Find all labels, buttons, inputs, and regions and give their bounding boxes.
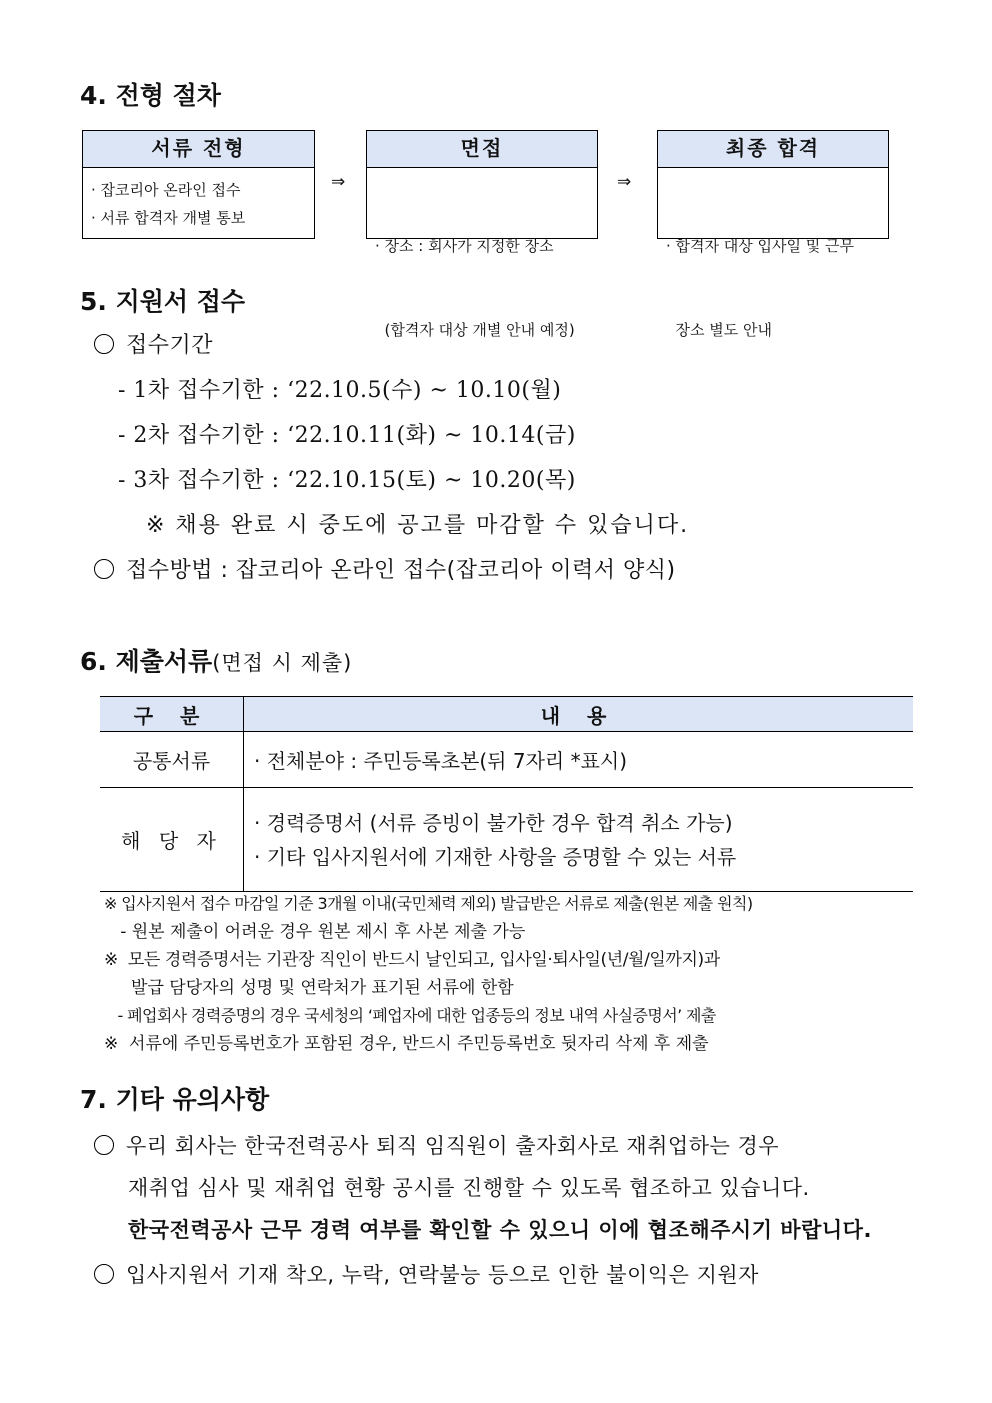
step-line: (합격자 대상 개별 안내 예정): [375, 321, 575, 339]
method-item: [94, 556, 676, 586]
step-line: · 합격자 대상 입사일 및 근무: [666, 237, 854, 255]
table-header-row: [100, 697, 913, 732]
row-content: · 전체분야 : 주민등록초본(뒤 7자리 *표시): [244, 732, 914, 788]
row-category: 공통서류: [100, 732, 244, 788]
step-line: 장소 별도 안내: [666, 321, 773, 339]
step-line: · 서류 합격자 개별 통보: [91, 209, 246, 227]
method-text: 접수방법 : 잡코리아 온라인 접수(잡코리아 이력서 양식): [126, 558, 676, 583]
row-category: 해 당 자: [100, 788, 244, 892]
period-label: 접수기간: [126, 333, 214, 358]
note-line: 발급 담당자의 성명 및 연락처가 표기된 서류에 한함: [104, 978, 514, 998]
round-2: - 2차 접수기한 : ‘22.10.11(화) ~ 10.14(금): [118, 423, 576, 448]
note-line: ※ 모든 경력증명서는 기관장 직인이 반드시 날인되고, 입사일·퇴사일(년/월/일까지)과: [104, 950, 720, 970]
step-box-document: [82, 130, 315, 239]
notice-text: 우리 회사는 한국전력공사 퇴직 임직원이 출자회사로 재취업하는 경우: [126, 1134, 780, 1158]
notice-text: 재취업 심사 및 재취업 현황 공시를 진행할 수 있도록 협조하고 있습니다.: [128, 1176, 810, 1200]
arrow-icon: ⇒: [617, 172, 632, 192]
section-6-title-text: 6. 제출서류: [80, 647, 213, 676]
step-line: · 잡코리아 온라인 접수: [91, 181, 241, 199]
row-content: [244, 788, 914, 892]
step-title: 최종 합격: [658, 131, 888, 168]
note-line: ※ 서류에 주민등록번호가 포함된 경우, 반드시 주민등록번호 뒷자리 삭제 후 제출: [104, 1034, 709, 1054]
header-category: 구 분: [100, 697, 244, 732]
section-5-title: 5. 지원서 접수: [80, 287, 246, 316]
table-row: [100, 732, 913, 788]
row-item: · 기타 입사지원서에 기재한 사항을 증명할 수 있는 서류: [254, 844, 737, 869]
step-line: · 장소 : 회사가 지정한 장소: [375, 237, 554, 255]
arrow-icon: ⇒: [331, 172, 346, 192]
step-box-final: [657, 130, 889, 339]
period-note: ※ 채용 완료 시 중도에 공고를 마감할 수 있습니다.: [146, 513, 690, 538]
circle-bullet-icon: [94, 334, 114, 354]
period-item: [94, 331, 213, 361]
step-title: 서류 전형: [83, 131, 314, 168]
step-box-interview: [366, 130, 598, 339]
circle-bullet-icon: [94, 1264, 114, 1284]
section-4-title: 4. 전형 절차: [80, 81, 221, 110]
note-line: ※ 입사지원서 접수 마감일 기준 3개월 이내(국민체력 제외) 발급받은 서류로 제출(원본 제출 원칙): [104, 894, 753, 913]
round-3: - 3차 접수기한 : ‘22.10.15(토) ~ 10.20(목): [118, 468, 576, 493]
step-title: 면접: [367, 131, 597, 168]
table-row: [100, 788, 913, 892]
section-6-title-sub: (면접 시 제출): [212, 651, 353, 675]
header-content: 내 용: [244, 697, 914, 732]
row-item: · 경력증명서 (서류 증빙이 불가한 경우 합격 취소 가능): [254, 810, 733, 835]
round-1: - 1차 접수기한 : ‘22.10.5(수) ~ 10.10(월): [118, 378, 562, 403]
section-7-title: 7. 기타 유의사항: [80, 1085, 270, 1114]
note-line: - 폐업회사 경력증명의 경우 국세청의 ‘폐업자에 대한 업종등의 정보 내역 사실증명서’ 제출: [104, 1006, 716, 1025]
note-line: - 원본 제출이 어려운 경우 원본 제시 후 사본 제출 가능: [104, 922, 526, 942]
circle-bullet-icon: [94, 559, 114, 579]
notice-text-bold: 한국전력공사 근무 경력 여부를 확인할 수 있으니 이에 협조해주시기 바랍니다.: [128, 1218, 872, 1242]
notice-text: 입사지원서 기재 착오, 누락, 연락불능 등으로 인한 불이익은 지원자: [126, 1263, 759, 1287]
section-6-title: [80, 646, 352, 679]
notice-item: [94, 1260, 759, 1290]
documents-table: [100, 696, 913, 892]
circle-bullet-icon: [94, 1135, 114, 1155]
notice-item: [94, 1131, 779, 1161]
